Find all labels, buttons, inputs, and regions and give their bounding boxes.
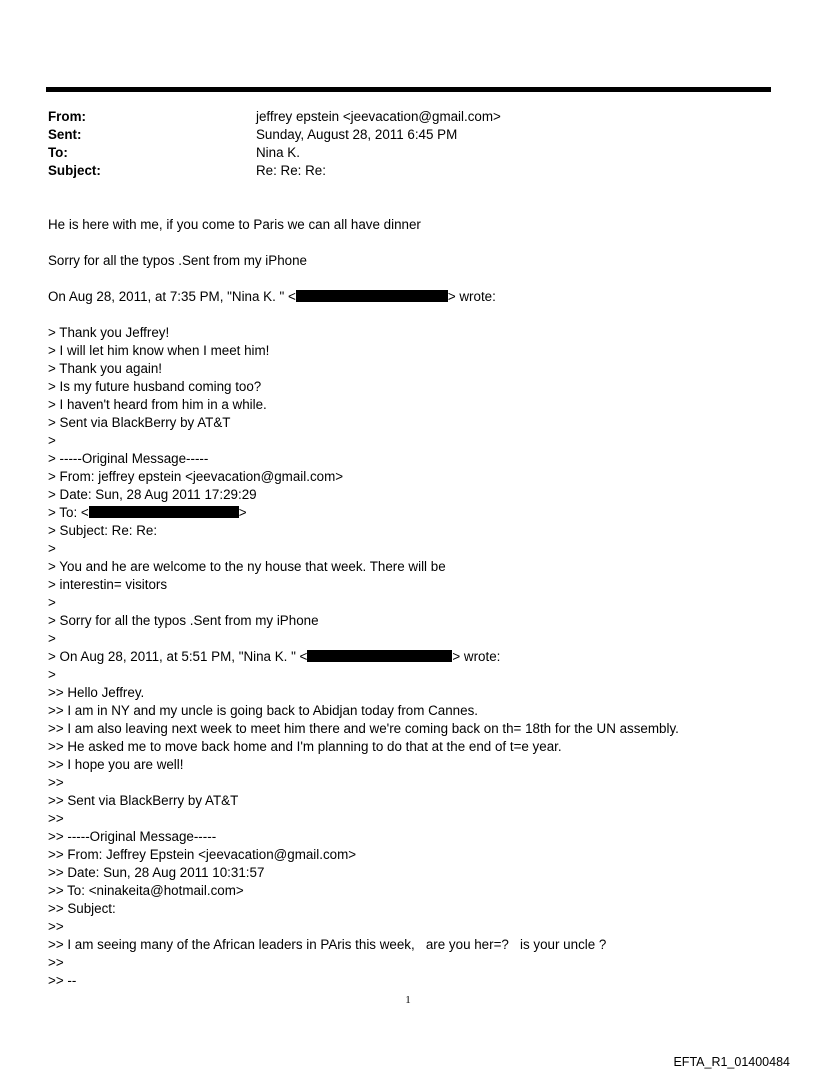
reply-text: He is here with me, if you come to Paris we can all have dinner xyxy=(48,217,421,232)
quoted-line: > From: jeffrey epstein <jeevacation@gmail.com> xyxy=(48,469,344,484)
header-from-value: jeffrey epstein <jeevacation@gmail.com> xyxy=(256,109,501,124)
nested-intro-after: > wrote: xyxy=(452,649,501,664)
quoted-line: >> Date: Sun, 28 Aug 2011 10:31:57 xyxy=(48,865,265,880)
header-subject-row xyxy=(48,162,501,180)
header-to-value: Nina K. xyxy=(256,145,300,160)
quoted-line: > Thank you again! xyxy=(48,361,163,376)
quoted-line: >> Hello Jeffrey. xyxy=(48,685,145,700)
quoted-line: >> xyxy=(48,775,64,790)
quoted-line: >> Sent via BlackBerry by AT&T xyxy=(48,793,239,808)
quoted-line: >> I hope you are well! xyxy=(48,757,184,772)
nested-quote-intro xyxy=(48,648,778,666)
page-number: 1 xyxy=(405,994,411,1006)
quoted-line: > interestin= visitors xyxy=(48,577,168,592)
quoted-line: > xyxy=(48,595,56,610)
quoted-line: >> I am seeing many of the African leaders in PAris this week, are you her=? is your uncle ? xyxy=(48,937,607,952)
quoted-line: > Sent via BlackBerry by AT&T xyxy=(48,415,231,430)
quoted-line: >> xyxy=(48,811,64,826)
quoted-line: >> He asked me to move back home and I'm planning to do that at the end of t=e year. xyxy=(48,739,562,754)
header-sent-row xyxy=(48,126,501,144)
bates-number: EFTA_R1_01400484 xyxy=(673,1055,790,1069)
redaction-bar xyxy=(307,650,452,662)
quoted-line: >> -----Original Message----- xyxy=(48,829,217,844)
quote-intro-before: On Aug 28, 2011, at 7:35 PM, "Nina K. " < xyxy=(48,289,296,304)
quoted-line: >> -- xyxy=(48,973,77,988)
header-rule xyxy=(46,87,771,92)
header-subject-value: Re: Re: Re: xyxy=(256,163,326,178)
quoted-line: >> I am also leaving next week to meet him there and we're coming back on th= 18th for the UN assembly. xyxy=(48,721,679,736)
quote-intro xyxy=(48,288,778,306)
quoted-line: > xyxy=(48,541,56,556)
signature: Sorry for all the typos .Sent from my iPhone xyxy=(48,253,307,268)
quoted-line: >> From: Jeffrey Epstein <jeevacation@gmail.com> xyxy=(48,847,357,862)
quoted-line: >> To: <ninakeita@hotmail.com> xyxy=(48,883,244,898)
quoted-block-2 xyxy=(48,522,778,648)
quoted-line: >> xyxy=(48,955,64,970)
redaction-bar xyxy=(296,290,448,302)
quoted-line: > I haven't heard from him in a while. xyxy=(48,397,267,412)
quoted-line: > Sorry for all the typos .Sent from my iPhone xyxy=(48,613,319,628)
redaction-bar xyxy=(89,506,239,518)
header-subject-label: Subject: xyxy=(48,163,101,178)
header-sent-label: Sent: xyxy=(48,127,82,142)
quoted-block-3 xyxy=(48,666,778,990)
header-to-label: To: xyxy=(48,145,68,160)
quoted-line: > Date: Sun, 28 Aug 2011 17:29:29 xyxy=(48,487,257,502)
quoted-line: > Subject: Re: Re: xyxy=(48,523,158,538)
quoted-line: >> xyxy=(48,919,64,934)
header-from-row xyxy=(48,108,501,126)
email-header xyxy=(48,108,501,180)
quoted-line: > -----Original Message----- xyxy=(48,451,209,466)
quoted-line: > You and he are welcome to the ny house that week. There will be xyxy=(48,559,446,574)
quoted-line: >> I am in NY and my uncle is going back to Abidjan today from Cannes. xyxy=(48,703,478,718)
quoted-to-after: > xyxy=(238,505,247,520)
quoted-line: >> Subject: xyxy=(48,901,116,916)
quoted-line: > Is my future husband coming too? xyxy=(48,379,262,394)
quoted-line: > I will let him know when I meet him! xyxy=(48,343,270,358)
quoted-line: > xyxy=(48,631,56,646)
quote-intro-after: > wrote: xyxy=(447,289,496,304)
quoted-block-1 xyxy=(48,324,778,504)
quoted-line: > xyxy=(48,667,56,682)
quoted-to-before: > To: < xyxy=(48,505,89,520)
header-sent-value: Sunday, August 28, 2011 6:45 PM xyxy=(256,127,458,142)
nested-intro-before: > On Aug 28, 2011, at 5:51 PM, "Nina K. " < xyxy=(48,649,308,664)
quoted-to-line xyxy=(48,504,778,522)
email-body xyxy=(48,216,778,990)
header-from-label: From: xyxy=(48,109,86,124)
quoted-line: > xyxy=(48,433,56,448)
header-to-row xyxy=(48,144,501,162)
quoted-line: > Thank you Jeffrey! xyxy=(48,325,170,340)
